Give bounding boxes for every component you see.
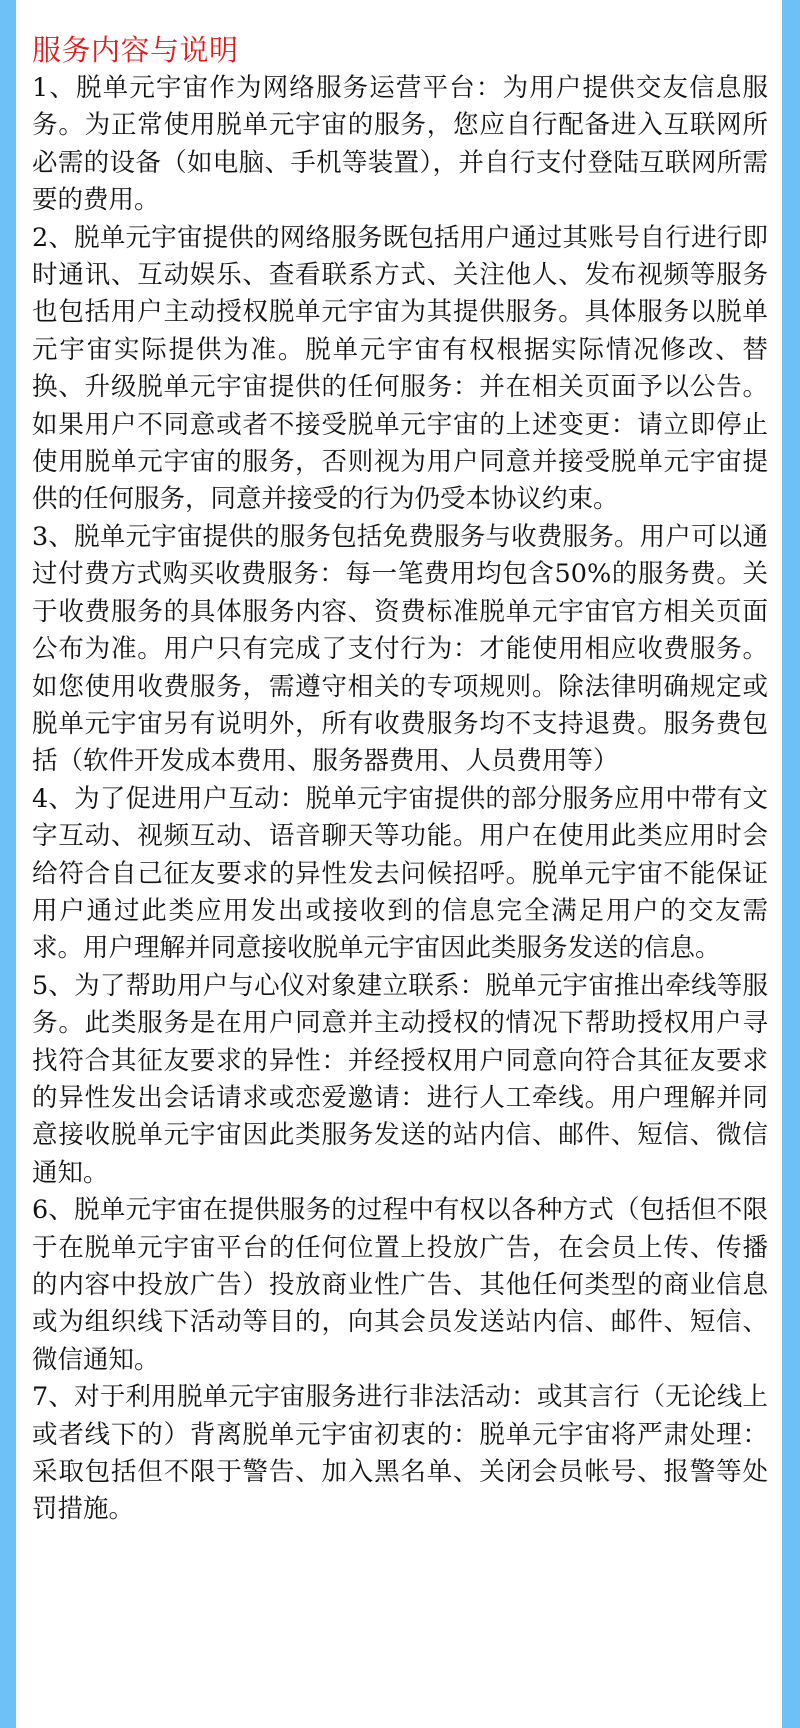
section-title: 服务内容与说明 <box>32 33 239 67</box>
clause-4: 4、为了促进用户互动：脱单元宇宙提供的部分服务应用中带有文字互动、视频互动、语音聊天等功能。用户在使用此类应用时会给符合自己征友要求的异性发去问候招呼。脱单元宇宙不能保证用户通过此类应用发出或接收到的信息完全满足用户的交友需求。用户理解并同意接收脱单元宇宙因此类服务发送的信息。 <box>32 783 768 964</box>
clause-7: 7、对于利用脱单元宇宙服务进行非法活动：或其言行（无论线上或者线下的）背离脱单元宇宙初衷的：脱单元宇宙将严肃处理：采取包括但不限于警告、加入黑名单、关闭会员帐号、报警等处罚措施。 <box>32 1382 768 1525</box>
clause-3: 3、脱单元宇宙提供的服务包括免费服务与收费服务。用户可以通过付费方式购买收费服务：每一笔费用均包含50%的服务费。关于收费服务的具体服务内容、资费标准脱单元宇宙官方相关页面公布为准。用户只有完成了支付行为：才能使用相应收费服务。如您使用收费服务，需遵守相关的专项规则。除法律明确规定或脱单元宇宙另有说明外，所有收费服务均不支持退费。服务费包括（软件开发成本费用、服务器费用、人员费用等） <box>32 521 768 777</box>
clause-6: 6、脱单元宇宙在提供服务的过程中有权以各种方式（包括但不限于在脱单元宇宙平台的任何位置上投放广告，在会员上传、传播的内容中投放广告）投放商业性广告、其他任何类型的商业信息或为组织线下活动等目的，向其会员发送站内信、邮件、短信、微信通知。 <box>32 1195 768 1375</box>
clause-5: 5、为了帮助用户与心仪对象建立联系：脱单元宇宙推出牵线等服务。此类服务是在用户同意并主动授权的情况下帮助授权用户寻找符合其征友要求的异性：并经授权用户同意向符合其征友要求的异性发出会话请求或恋爱邀请：进行人工牵线。用户理解并同意接收脱单元宇宙因此类服务发送的站内信、邮件、短信、微信通知。 <box>32 970 768 1188</box>
terms-card <box>16 0 782 1728</box>
clause-2: 2、脱单元宇宙提供的网络服务既包括用户通过其账号自行进行即时通讯、互动娱乐、查看联系方式、关注他人、发布视频等服务也包括用户主动授权脱单元宇宙为其提供服务。具体服务以脱单元宇宙实际提供为准。脱单元宇宙有权根据实际情况修改、替换、升级脱单元宇宙提供的任何服务：并在相关页面予以公告。如果用户不同意或者不接受脱单元宇宙的上述变更：请立即停止使用脱单元宇宙的服务，否则视为用户同意并接受脱单元宇宙提供的任何服务，同意并接受的行为仍受本协议约束。 <box>32 222 768 515</box>
clause-1: 1、脱单元宇宙作为网络服务运营平台：为用户提供交友信息服务。为正常使用脱单元宇宙的服务，您应自行配备进入互联网所必需的设备（如电脑、手机等装置），并自行支付登陆互联网所需要的费用。 <box>32 73 768 216</box>
